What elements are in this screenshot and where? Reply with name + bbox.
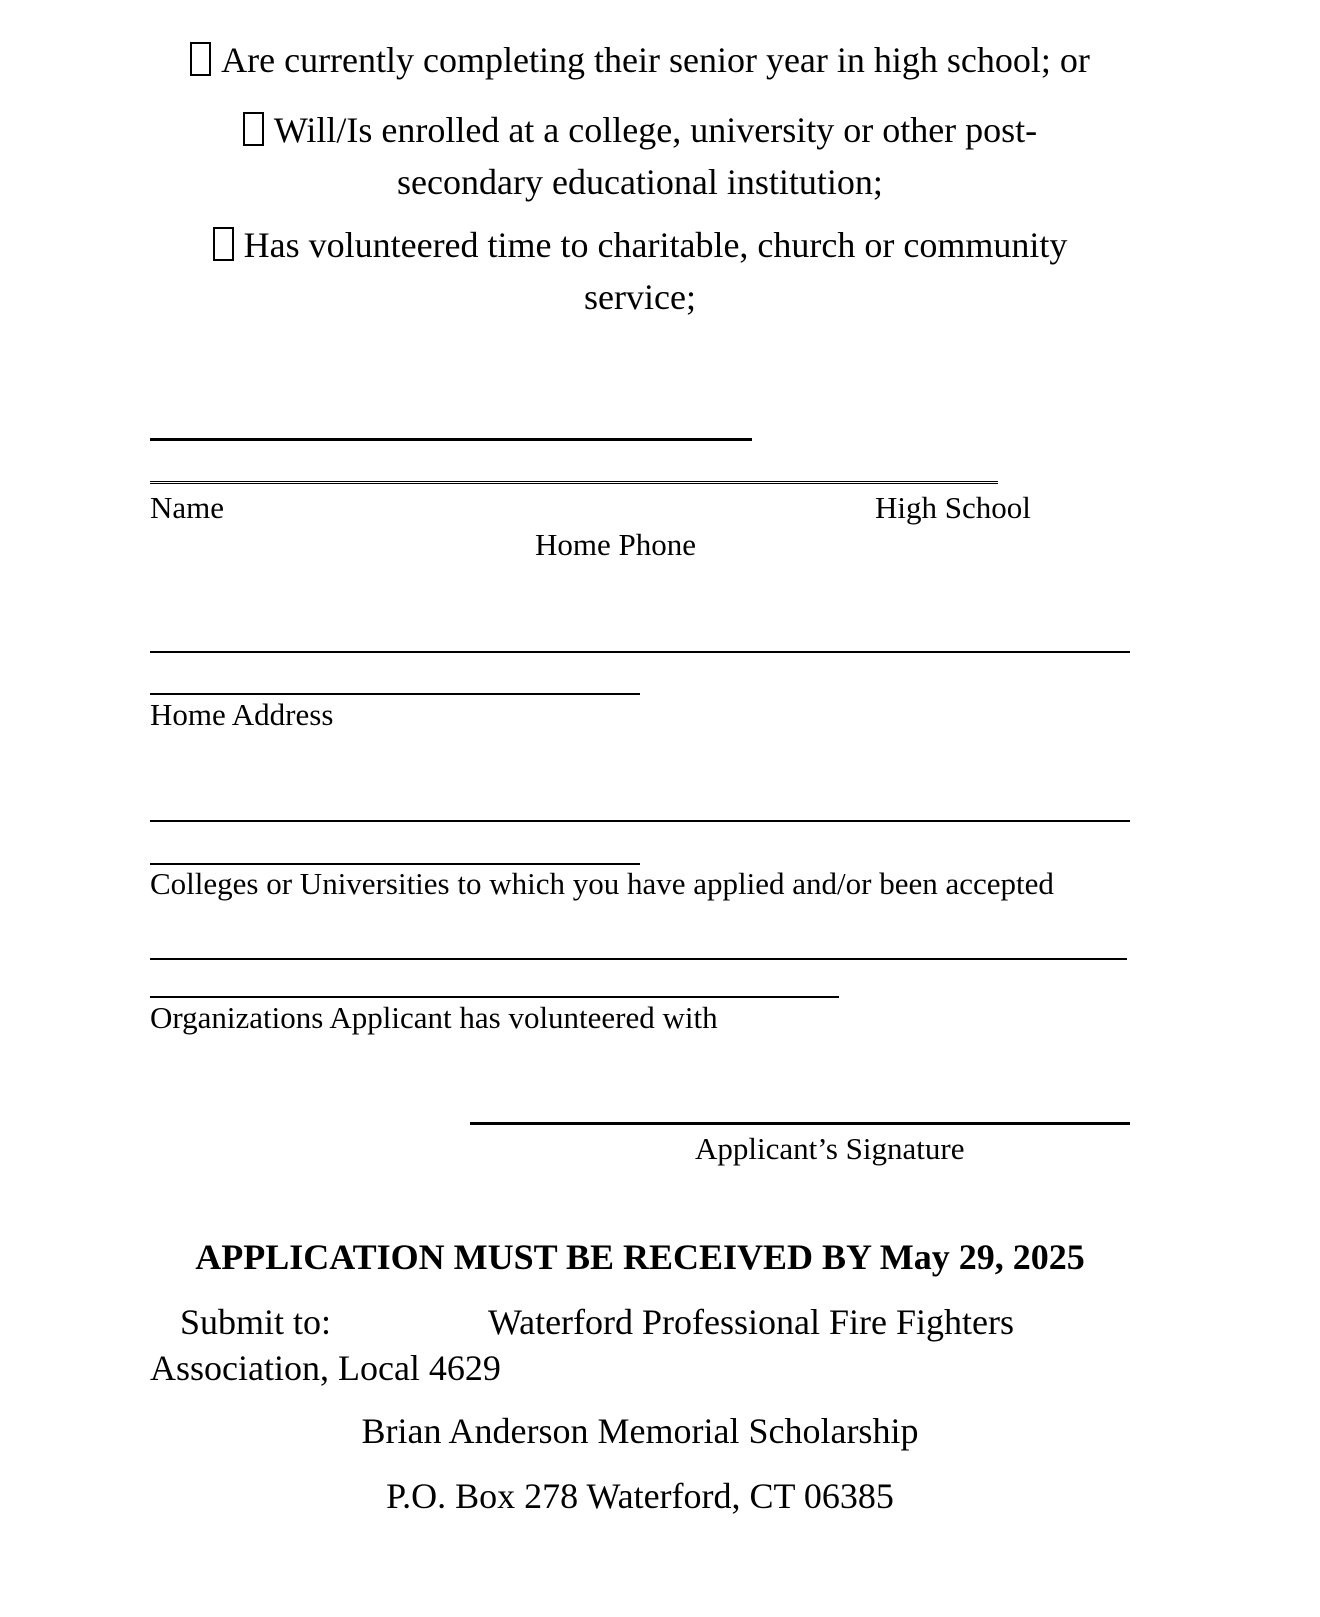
organizations-line-1[interactable] xyxy=(150,958,1127,960)
criteria-text: Will/Is enrolled at a college, university or other post- xyxy=(273,110,1038,150)
submit-label: Submit to: xyxy=(180,1302,332,1342)
criteria-text-continued: service; xyxy=(584,277,696,317)
submit-org-name: Waterford Professional Fire Fighters xyxy=(488,1302,1014,1342)
name-label: Name xyxy=(150,490,225,525)
criteria-item-3 xyxy=(150,219,1130,323)
high-school-phone-line[interactable] xyxy=(150,481,998,487)
checkbox-icon xyxy=(243,112,264,146)
colleges-label: Colleges or Universities to which you have applied and/or been accepted xyxy=(150,866,1054,901)
signature-label: Applicant’s Signature xyxy=(695,1131,965,1166)
criteria-item-1 xyxy=(150,34,1130,86)
signature-line[interactable] xyxy=(470,1122,1130,1125)
organizations-line-2[interactable] xyxy=(150,996,839,998)
submit-block xyxy=(150,1299,1130,1391)
name-line[interactable] xyxy=(150,438,752,441)
mailing-address: P.O. Box 278 Waterford, CT 06385 xyxy=(386,1476,894,1516)
colleges-line-1[interactable] xyxy=(150,820,1130,822)
deadline-notice: APPLICATION MUST BE RECEIVED BY May 29, 2025 xyxy=(195,1237,1085,1277)
criteria-item-2 xyxy=(150,104,1130,208)
criteria-text: Are currently completing their senior year in high school; or xyxy=(221,40,1090,80)
criteria-text: Has volunteered time to charitable, church or community xyxy=(243,225,1068,265)
submit-org-name-continued: Association, Local 4629 xyxy=(150,1348,501,1388)
checkbox-icon xyxy=(213,227,234,261)
home-address-label: Home Address xyxy=(150,697,334,732)
organizations-label: Organizations Applicant has volunteered with xyxy=(150,1000,718,1035)
scholarship-name: Brian Anderson Memorial Scholarship xyxy=(361,1411,919,1451)
criteria-text-continued: secondary educational institution; xyxy=(397,162,883,202)
high-school-label: High School xyxy=(875,490,1031,525)
colleges-line-2[interactable] xyxy=(150,863,640,865)
home-phone-label: Home Phone xyxy=(535,527,697,562)
checkbox-icon xyxy=(190,42,211,76)
home-address-line-1[interactable] xyxy=(150,651,1130,653)
home-address-line-2[interactable] xyxy=(150,693,640,695)
